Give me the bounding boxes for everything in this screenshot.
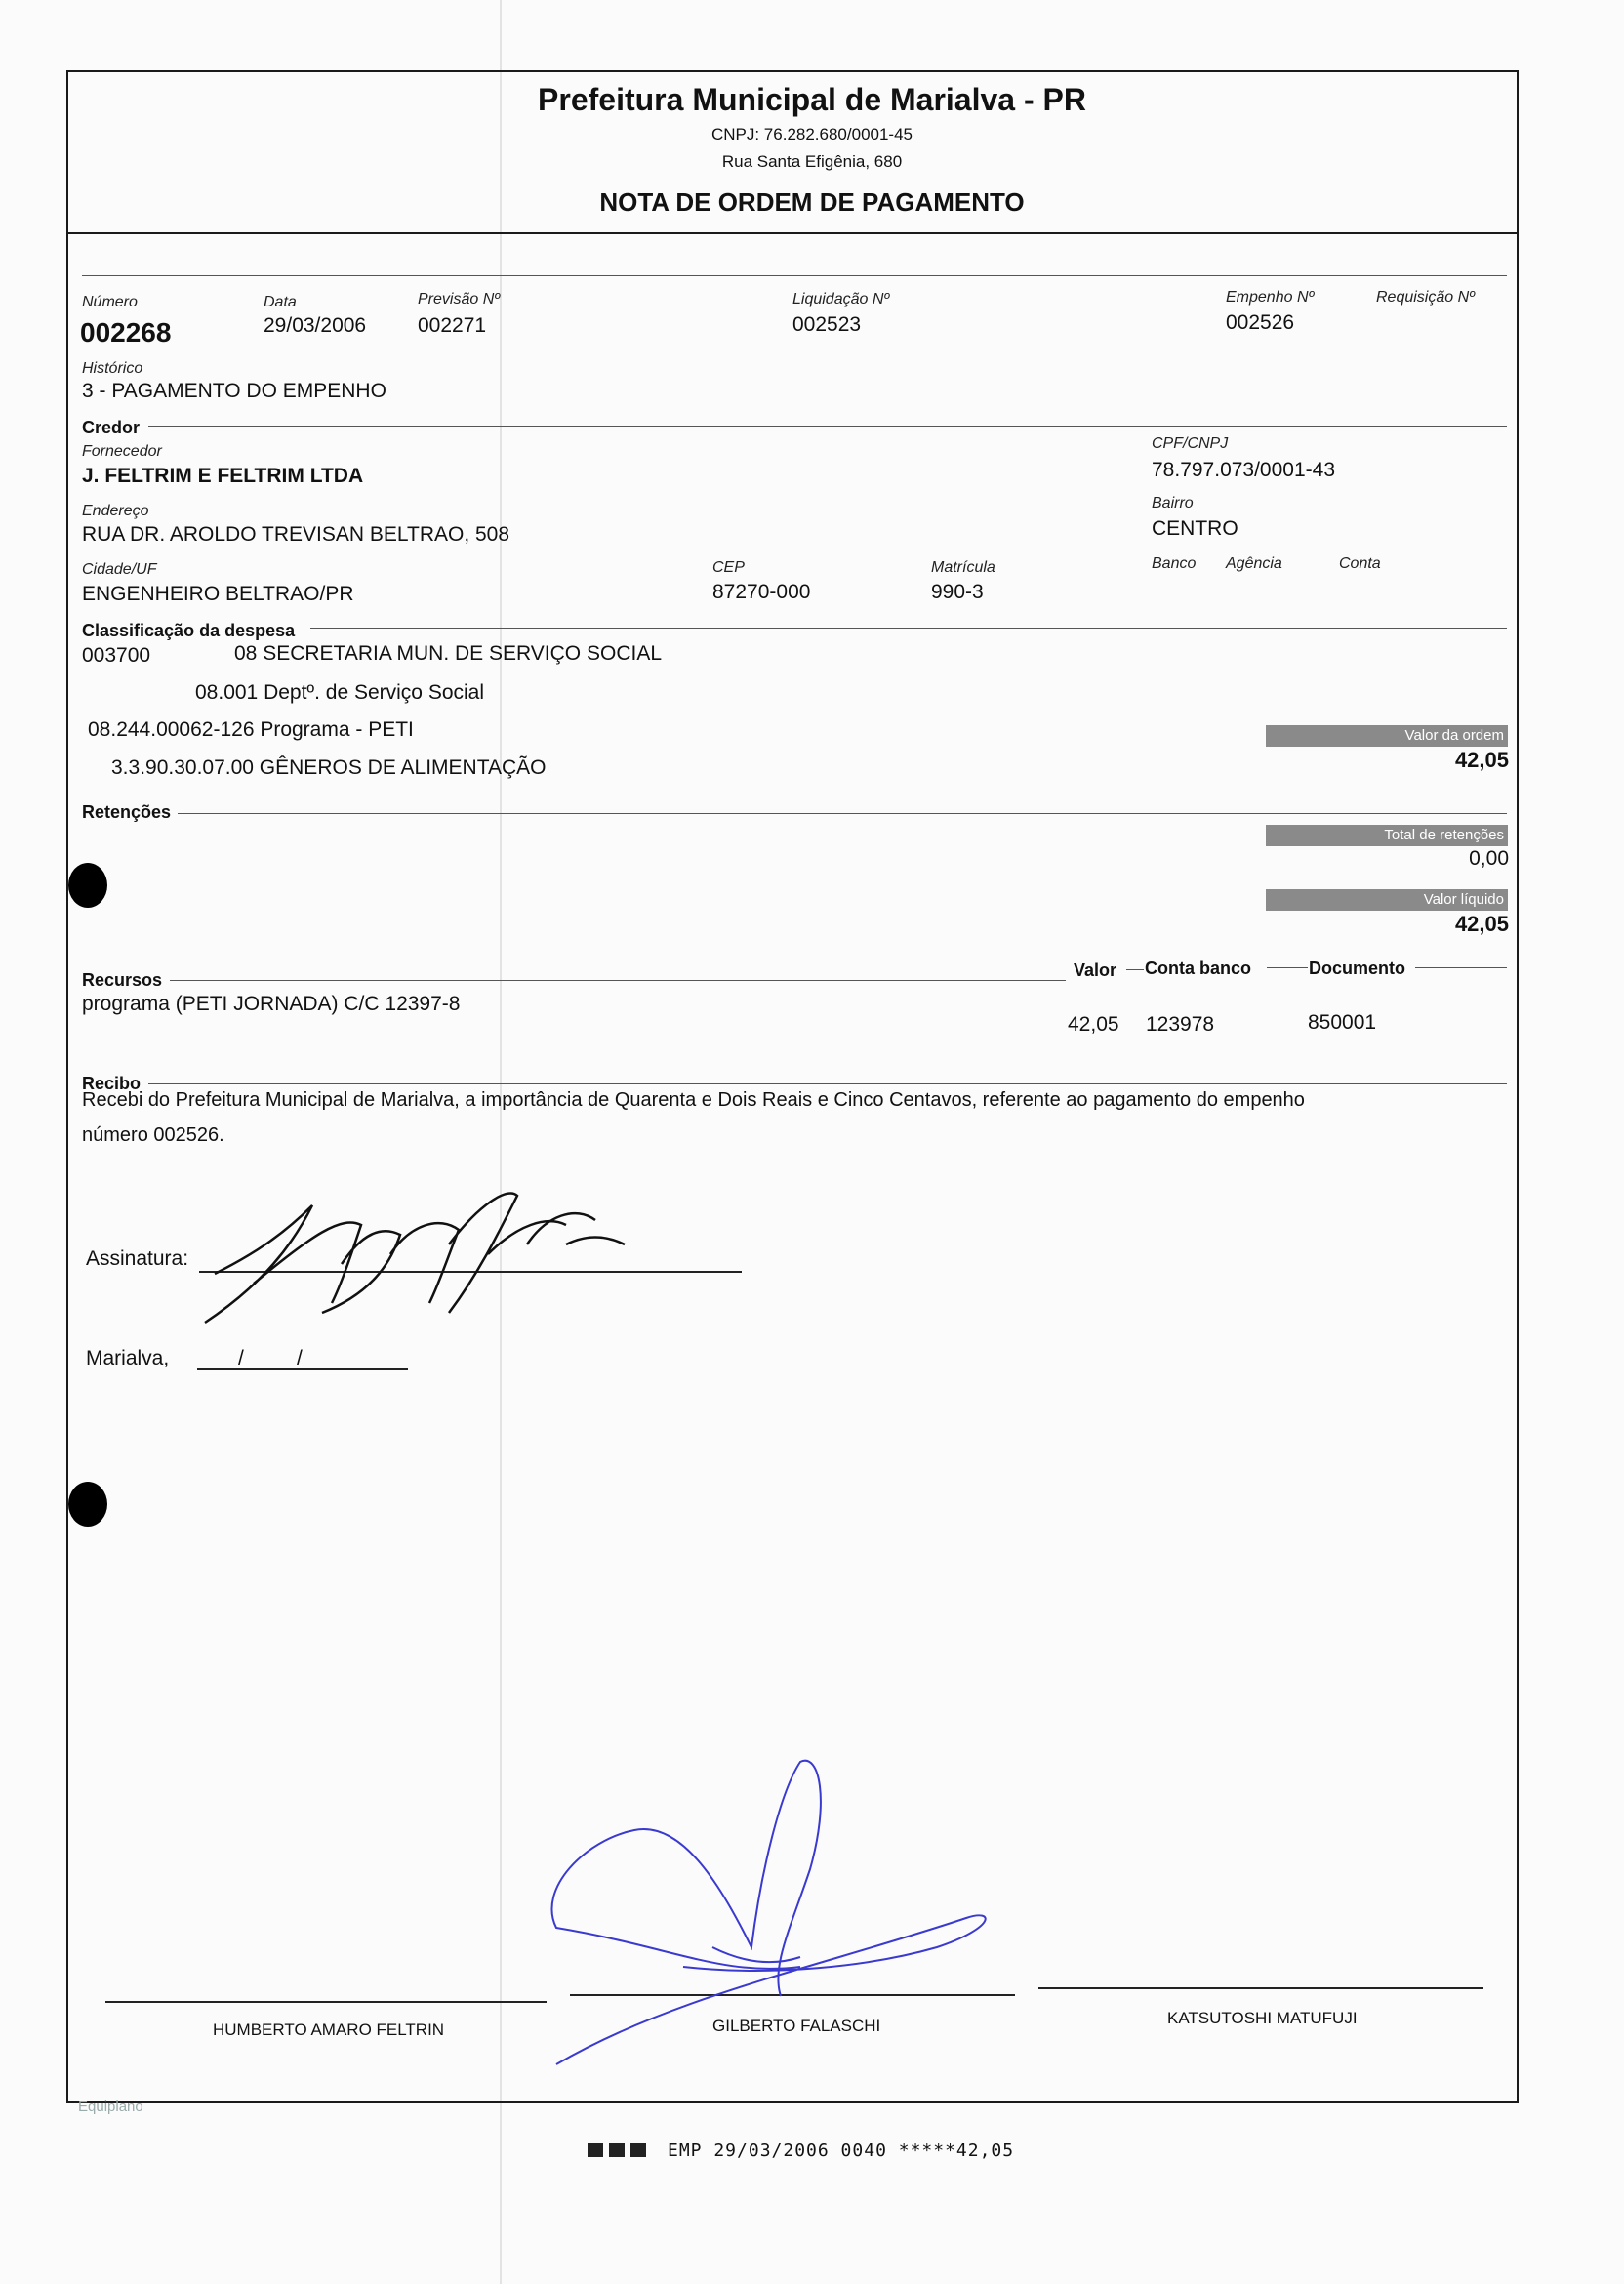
valor-liquido-label: Valor líquido [1266,889,1508,911]
divider [1415,967,1507,968]
date-separator: / [297,1347,303,1369]
endereco-value: RUA DR. AROLDO TREVISAN BELTRAO, 508 [82,523,510,546]
classificacao-code: 003700 [82,644,151,667]
matricula-value: 990-3 [931,581,984,603]
classificacao-section: Classificação da despesa [82,621,296,640]
matricula-label: Matrícula [931,559,995,576]
signatory-2: GILBERTO FALASCHI [712,2017,881,2035]
divider [148,426,1507,427]
credor-section: Credor [82,418,141,437]
recursos-valor-label: Valor [1074,960,1117,980]
divider [82,275,1507,276]
classificacao-line2: 08.001 Deptº. de Serviço Social [195,681,485,704]
header-separator [66,232,1519,234]
director-signature [527,1752,1015,2084]
valor-ordem-value: 42,05 [1454,748,1509,772]
divider [310,628,1507,629]
historico-label: Histórico [82,360,143,377]
requisicao-label: Requisição Nº [1376,289,1475,306]
cep-label: CEP [712,559,745,576]
divider [1126,969,1144,970]
recibo-section: Recibo [82,1074,142,1093]
agencia-label: Agência [1226,555,1282,572]
historico-value: 3 - PAGAMENTO DO EMPENHO [82,380,386,402]
numero-value: 002268 [80,317,172,347]
total-retencoes-value: 0,00 [1469,847,1509,870]
signatory-1: HUMBERTO AMARO FELTRIN [213,2020,445,2039]
divider [148,1083,1507,1084]
banco-label: Banco [1152,555,1197,572]
recibo-text-line2: número 002526. [82,1124,224,1146]
classificacao-line4: 3.3.90.30.07.00 GÊNEROS DE ALIMENTAÇÃO [111,756,547,779]
conta-label: Conta [1339,555,1381,572]
previsao-value: 002271 [418,314,487,337]
recursos-documento: 850001 [1308,1011,1377,1034]
local-label: Marialva, [86,1347,170,1369]
classificacao-line1: 08 SECRETARIA MUN. DE SERVIÇO SOCIAL [234,642,663,665]
cpf-value: 78.797.073/0001-43 [1152,459,1336,481]
valor-ordem-label: Valor da ordem [1266,725,1508,747]
valor-liquido-value: 42,05 [1454,912,1509,936]
punch-hole [68,1482,107,1527]
retencoes-section: Retenções [82,802,172,822]
divider [1267,967,1308,968]
recursos-conta: 123978 [1146,1013,1215,1036]
brand-footer: Equiplano [78,2099,143,2115]
fornecedor-label: Fornecedor [82,443,162,460]
signature-line [105,2001,547,2003]
signatory-3: KATSUTOSHI MATUFUJI [1167,2009,1358,2027]
recibo-text-line1: Recebi do Prefeitura Municipal de Marialva, a importância de Quarenta e Dois Reais e Cinco Centavos, referente ao pagamento do empenho [82,1089,1305,1111]
divider [170,980,1066,981]
date-line [197,1368,408,1370]
total-retencoes-label: Total de retenções [1266,825,1508,846]
bairro-value: CENTRO [1152,517,1238,540]
address-line: Rua Santa Efigênia, 680 [721,152,903,171]
classificacao-line3: 08.244.00062-126 Programa - PETI [88,718,414,741]
previsao-label: Previsão Nº [418,291,501,307]
data-value: 29/03/2006 [264,314,367,337]
fornecedor-value: J. FELTRIM E FELTRIM LTDA [82,465,364,487]
document-title: NOTA DE ORDEM DE PAGAMENTO [599,187,1025,217]
recursos-descricao: programa (PETI JORNADA) C/C 12397-8 [82,993,461,1015]
liquidacao-label: Liquidação Nº [792,291,890,307]
recursos-conta-label: Conta banco [1145,958,1252,978]
recursos-documento-label: Documento [1309,958,1405,978]
empenho-value: 002526 [1226,311,1295,334]
recipient-signature [195,1176,683,1332]
recursos-valor: 42,05 [1068,1013,1119,1036]
empenho-label: Empenho Nº [1226,289,1315,306]
cpf-label: CPF/CNPJ [1152,435,1229,452]
recursos-section: Recursos [82,970,163,990]
signature-line [1038,1987,1483,1989]
cidade-label: Cidade/UF [82,561,157,578]
endereco-label: Endereço [82,503,149,519]
cep-value: 87270-000 [712,581,811,603]
bank-stamp: EMP 29/03/2006 0040 *****42,05 [668,2141,1015,2161]
liquidacao-value: 002523 [792,313,862,336]
punch-hole [68,863,107,908]
date-separator: / [238,1347,244,1369]
bank-logo [588,2141,648,2159]
cnpj-line: CNPJ: 76.282.680/0001-45 [710,125,914,143]
cidade-value: ENGENHEIRO BELTRAO/PR [82,583,354,605]
assinatura-label: Assinatura: [86,1247,189,1270]
numero-label: Número [82,294,138,310]
bairro-label: Bairro [1152,495,1194,511]
data-label: Data [264,294,297,310]
page-title: Prefeitura Municipal de Marialva - PR [538,82,1086,117]
divider [178,813,1507,814]
